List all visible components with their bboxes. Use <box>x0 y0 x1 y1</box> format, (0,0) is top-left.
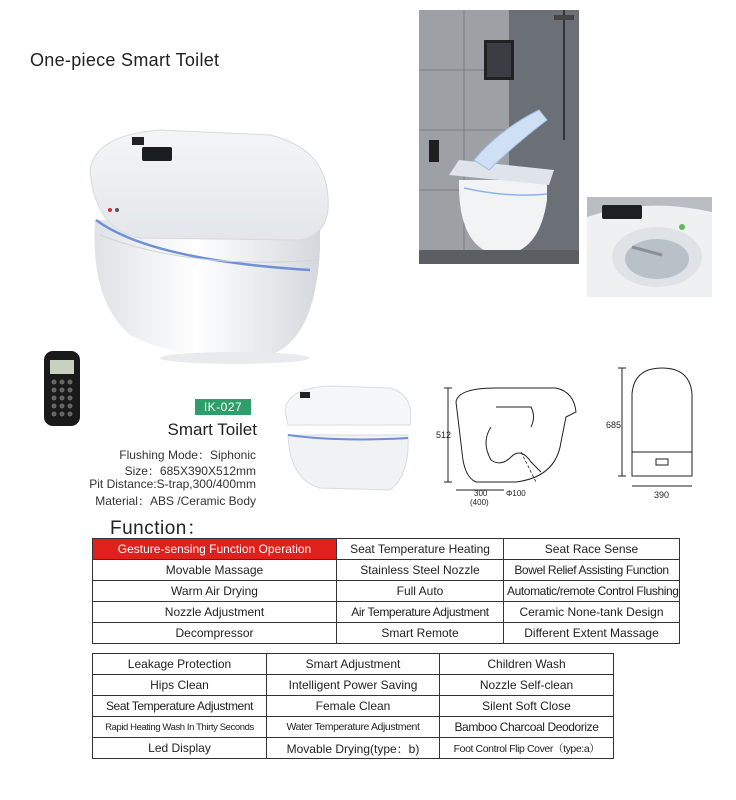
feature-cell: Smart Adjustment <box>267 654 440 675</box>
table-row <box>93 539 680 560</box>
spec-pit-distance: Pit Distance:S-trap,300/400mm <box>89 477 256 491</box>
feature-cell: Female Clean <box>267 696 440 717</box>
feature-cell: Led Display <box>93 738 267 759</box>
spec-flushing-mode: Flushing Mode：Siphonic <box>119 448 256 462</box>
table-row <box>93 738 614 759</box>
feature-cell: Children Wash <box>440 654 614 675</box>
feature-cell: Seat Temperature Heating <box>337 539 504 560</box>
table-row <box>93 696 614 717</box>
feature-cell: Stainless Steel Nozzle <box>337 560 504 581</box>
feature-cell: Nozzle Adjustment <box>93 602 337 623</box>
feature-cell: Seat Race Sense <box>504 539 680 560</box>
functions-table-primary <box>92 538 680 644</box>
pit-distance-alt-label: (400) <box>470 498 489 507</box>
top-view-diagram <box>604 364 704 504</box>
feature-cell: Intelligent Power Saving <box>267 675 440 696</box>
feature-cell: Smart Remote <box>337 623 504 644</box>
small-toilet-image <box>280 380 420 495</box>
feature-cell: Silent Soft Close <box>440 696 614 717</box>
spec-material: Material：ABS /Ceramic Body <box>95 494 256 508</box>
pit-distance-label: 300 <box>474 489 488 498</box>
feature-cell: Different Extent Massage <box>504 623 680 644</box>
table-row <box>93 717 614 738</box>
feature-cell: Automatic/remote Control Flushing <box>504 581 680 602</box>
feature-cell: Rapid Heating Wash In Thirty Seconds <box>93 717 267 738</box>
height-dimension-label: 512 <box>436 430 452 440</box>
feature-cell: Movable Massage <box>93 560 337 581</box>
feature-cell: Warm Air Drying <box>93 581 337 602</box>
bowl-closeup-photo <box>587 197 712 297</box>
feature-cell: Leakage Protection <box>93 654 267 675</box>
table-row <box>93 675 614 696</box>
table-row <box>93 654 614 675</box>
main-toilet-image <box>70 110 350 370</box>
length-dimension-label: 685 <box>606 420 622 430</box>
table-row <box>93 560 680 581</box>
model-badge: IK-027 <box>195 399 251 415</box>
page-title: One-piece Smart Toilet <box>30 50 220 70</box>
feature-cell: Seat Temperature Adjustment <box>93 696 267 717</box>
feature-cell: Full Auto <box>337 581 504 602</box>
table-row <box>93 602 680 623</box>
feature-cell: Bowel Relief Assisting Function <box>504 560 680 581</box>
functions-table-secondary <box>92 653 614 759</box>
drain-diameter-label: Φ100 <box>506 489 526 498</box>
feature-cell-highlighted: Gesture-sensing Function Operation <box>93 539 337 560</box>
width-dimension-label: 390 <box>654 490 670 500</box>
feature-cell: Bamboo Charcoal Deodorize <box>440 717 614 738</box>
function-heading: Function： <box>110 518 207 539</box>
feature-cell: Water Temperature Adjustment <box>267 717 440 738</box>
feature-cell: Nozzle Self-clean <box>440 675 614 696</box>
table-row <box>93 623 680 644</box>
remote-control-image <box>43 350 81 427</box>
feature-cell: Foot Control Flip Cover（type:a） <box>440 738 614 759</box>
feature-cell: Movable Drying(type：b) <box>267 738 440 759</box>
bathroom-scene-photo <box>419 10 579 264</box>
product-name: Smart Toilet <box>167 420 257 439</box>
feature-cell: Air Temperature Adjustment <box>337 602 504 623</box>
side-view-diagram <box>436 382 586 512</box>
spec-size: Size：685X390X512mm <box>124 464 256 478</box>
feature-cell: Ceramic None-tank Design <box>504 602 680 623</box>
feature-cell: Decompressor <box>93 623 337 644</box>
table-row <box>93 581 680 602</box>
feature-cell: Hips Clean <box>93 675 267 696</box>
